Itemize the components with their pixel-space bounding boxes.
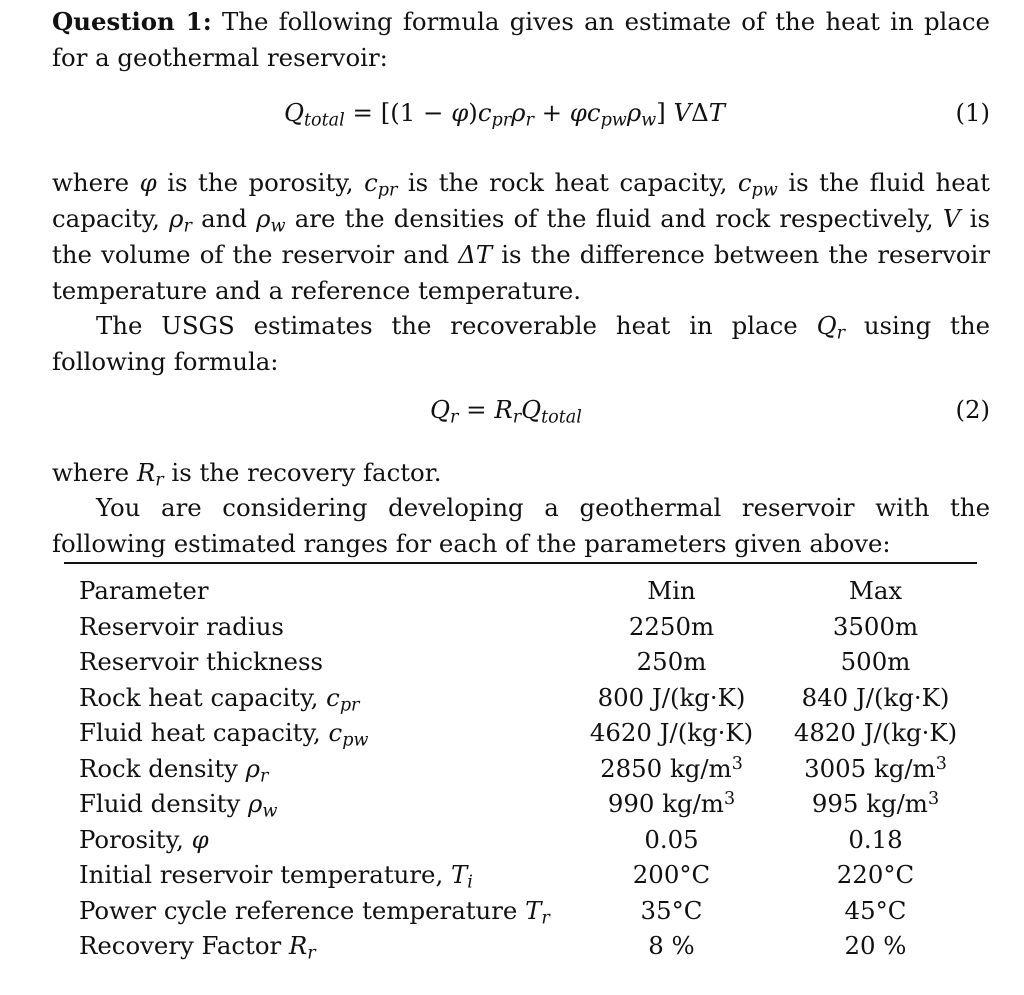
header-min: Min [647, 576, 696, 605]
header-max: Max [848, 576, 903, 605]
parameter-name: Rock heat capacity, $c_{pr}$ [79, 682, 360, 715]
parameter-symbol: ρ [248, 789, 263, 818]
parameter-max: 3500m [832, 611, 919, 641]
parameter-max: 220°C [836, 860, 915, 889]
parameter-name: Recovery Factor $R_r$ [79, 931, 316, 964]
table-row [64, 715, 977, 751]
parameter-min: 4620 J/(kg·K) [589, 718, 754, 747]
question-label: Question 1: [52, 7, 212, 36]
parameter-name: Reservoir radius [79, 611, 284, 641]
equation-2 [52, 380, 990, 437]
parameter-max: 20 % [844, 931, 907, 960]
question-intro-text: The following formula gives an estimate of the heat in place for a geothermal reservoir: [52, 7, 990, 72]
question-page [52, 4, 990, 562]
parameter-min: 8 % [648, 931, 695, 960]
parameter-max: 500m [840, 647, 911, 676]
parameter-symbol: T [450, 860, 468, 889]
parameter-name: Fluid density $\rho_w$ [79, 789, 278, 822]
parameter-symbol: R [288, 931, 308, 960]
equation-1-formula: $Q_{total} = [(1 - \varphi)c_{pr}\rho_r + \varphi c_{pw}\rho_w]$ VΔT [284, 98, 726, 131]
equation-1-number: (1) [955, 98, 990, 128]
parameter-min: 990 $kg/m^3$ [607, 789, 736, 818]
parameter-max: 4820 J/(kg·K) [793, 718, 958, 747]
header-parameter: Parameter [79, 576, 209, 605]
equation-2-number: (2) [955, 394, 990, 424]
parameter-min: 2250m [628, 611, 715, 641]
parameter-max: 3005 $kg/m^3$ [804, 753, 947, 783]
parameter-max: 0.18 [848, 824, 903, 854]
parameter-symbol: c [328, 718, 343, 747]
parameter-name: Reservoir thickness [79, 647, 324, 676]
parameter-max: 995 $kg/m^3$ [811, 789, 940, 818]
parameter-symbol: φ [191, 824, 209, 854]
table-row [64, 786, 977, 822]
parameter-table-grid [64, 573, 977, 964]
usgs-paragraph: The USGS estimates the recoverable heat in place $Q_r$ using the following formula: [52, 311, 990, 376]
parameter-name: Initial reservoir temperature, $T_i$ [79, 860, 473, 893]
table-row [64, 857, 977, 893]
parameter-name: Rock density $\rho_r$ [79, 753, 269, 786]
table-row [64, 751, 977, 787]
parameter-max: 45°C [844, 895, 907, 925]
parameter-name: Fluid heat capacity, $c_{pw}$ [79, 718, 369, 751]
parameter-name: Power cycle reference temperature $T_r$ [79, 895, 550, 928]
recovery-factor-definition: where $R_r$ is the recovery factor. [52, 457, 442, 491]
table-row [64, 822, 977, 858]
table-row [64, 928, 977, 964]
parameter-min: 35°C [640, 895, 703, 925]
parameter-min: 2850 $kg/m^3$ [600, 753, 743, 783]
definitions-paragraph: where φ is the porosity, $c_{pr}$ is the rock heat capacity, $c_{pw}$ is the fluid heat capacity, $\rho_r$ and $\rho_w$ are the densities of the fluid and rock respectively, V is the volume of the reservoir and ΔT is the difference between the reservoir temperature and a reference temperature. [52, 168, 990, 305]
parameter-min: 800 J/(kg·K) [597, 682, 746, 712]
considering-paragraph: You are considering developing a geothermal reservoir with the following estimated ranges for each of the parameters given above: [52, 493, 990, 559]
table-row [64, 609, 977, 645]
parameter-symbol: c [326, 682, 340, 712]
parameter-table [64, 562, 977, 964]
parameter-min: 250m [636, 647, 707, 676]
equation-2-formula: $Q_r = R_rQ_{total}$ [430, 394, 582, 428]
table-header-row [64, 573, 977, 609]
parameter-symbol: ρ [245, 753, 260, 783]
parameter-symbol: T [525, 895, 542, 925]
parameter-max: 840 J/(kg·K) [801, 682, 950, 712]
question-intro [52, 4, 990, 75]
table-row [64, 644, 977, 680]
parameter-min: 0.05 [644, 824, 699, 854]
table-row [64, 893, 977, 929]
parameter-min: 200°C [632, 860, 711, 889]
equation-1 [52, 75, 990, 149]
parameter-name: Porosity, φ [79, 824, 209, 854]
table-row [64, 680, 977, 716]
